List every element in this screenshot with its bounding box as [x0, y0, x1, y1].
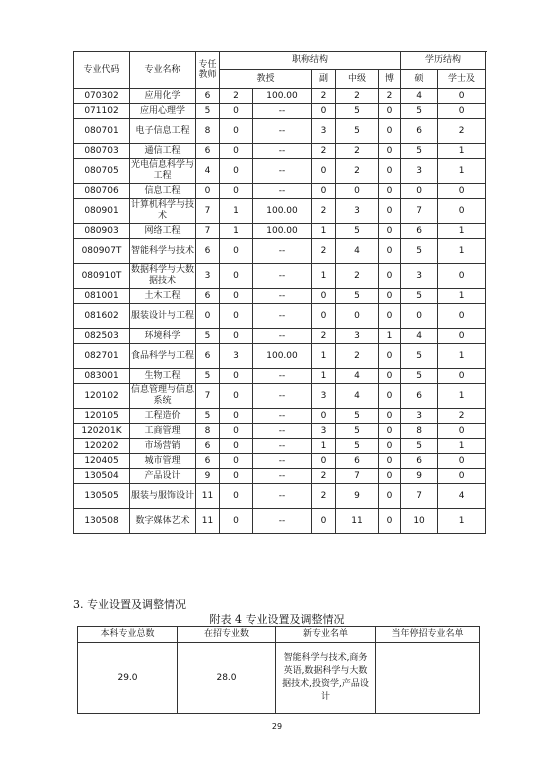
cell-name: 环境科学	[130, 329, 196, 344]
cell-mid: 2	[336, 264, 379, 289]
cell-mid: 5	[336, 224, 379, 239]
table-caption: 附表 4 专业设置及调整情况	[209, 613, 345, 626]
cell-phd: 0	[379, 424, 401, 439]
cell-assoc: 0	[312, 409, 336, 424]
cell-code: 080901	[74, 199, 130, 224]
cell-n: 6	[196, 144, 220, 159]
cell-name: 市场营销	[130, 439, 196, 454]
table-row	[74, 304, 486, 329]
cell-pct: 100.00	[253, 344, 312, 369]
cell-pct: --	[253, 239, 312, 264]
cell-master: 5	[401, 144, 438, 159]
table-row	[74, 384, 486, 409]
cell-pct: --	[253, 369, 312, 384]
cell-n: 8	[196, 424, 220, 439]
cell-name: 网络工程	[130, 224, 196, 239]
cell-bach: 4	[438, 484, 486, 509]
table-row	[74, 329, 486, 344]
table-row	[74, 469, 486, 484]
cell-master: 9	[401, 469, 438, 484]
table-row	[74, 224, 486, 239]
table-row	[74, 89, 486, 104]
cell-prof: 0	[220, 184, 253, 199]
cell-n: 8	[196, 119, 220, 144]
cell-phd: 2	[379, 89, 401, 104]
cell-prof: 0	[220, 509, 253, 534]
cell-bach: 1	[438, 144, 486, 159]
cell-pct: --	[253, 289, 312, 304]
cell-phd: 0	[379, 469, 401, 484]
total-majors-value: 29.0	[78, 643, 178, 714]
cell-phd: 0	[379, 199, 401, 224]
cell-mid: 0	[336, 184, 379, 199]
cell-assoc: 2	[312, 199, 336, 224]
cell-pct: 100.00	[253, 224, 312, 239]
cell-phd: 0	[379, 509, 401, 534]
cell-n: 0	[196, 184, 220, 199]
stopped-majors-list	[376, 643, 480, 714]
cell-mid: 5	[336, 289, 379, 304]
cell-assoc: 2	[312, 239, 336, 264]
table-row	[74, 199, 486, 224]
cell-pct: --	[253, 484, 312, 509]
cell-bach: 0	[438, 454, 486, 469]
cell-prof: 0	[220, 289, 253, 304]
cell-name: 土木工程	[130, 289, 196, 304]
cell-mid: 9	[336, 484, 379, 509]
cell-prof: 0	[220, 239, 253, 264]
cell-prof: 3	[220, 344, 253, 369]
cell-bach: 1	[438, 384, 486, 409]
cell-phd: 1	[379, 329, 401, 344]
cell-mid: 3	[336, 329, 379, 344]
header-name: 专业名称	[130, 52, 196, 89]
cell-assoc: 0	[312, 159, 336, 184]
cell-n: 11	[196, 484, 220, 509]
cell-phd: 0	[379, 119, 401, 144]
cell-master: 5	[401, 104, 438, 119]
cell-code: 130508	[74, 509, 130, 534]
cell-pct: --	[253, 264, 312, 289]
cell-master: 5	[401, 439, 438, 454]
cell-name: 计算机科学与技术	[130, 199, 196, 224]
cell-name: 信息工程	[130, 184, 196, 199]
cell-phd: 0	[379, 439, 401, 454]
cell-name: 通信工程	[130, 144, 196, 159]
header-master: 硕	[401, 70, 438, 89]
cell-code: 080705	[74, 159, 130, 184]
cell-mid: 5	[336, 424, 379, 439]
cell-mid: 0	[336, 304, 379, 329]
cell-prof: 0	[220, 384, 253, 409]
cell-pct: --	[253, 469, 312, 484]
cell-prof: 2	[220, 89, 253, 104]
table-row	[74, 264, 486, 289]
cell-assoc: 3	[312, 119, 336, 144]
cell-code: 071102	[74, 104, 130, 119]
cell-phd: 0	[379, 144, 401, 159]
cell-master: 4	[401, 329, 438, 344]
header-code: 专业代码	[74, 52, 130, 89]
cell-phd: 0	[379, 224, 401, 239]
cell-name: 产品设计	[130, 469, 196, 484]
cell-phd: 0	[379, 239, 401, 264]
cell-n: 7	[196, 384, 220, 409]
table-row	[74, 184, 486, 199]
cell-phd: 0	[379, 184, 401, 199]
table-row	[74, 344, 486, 369]
header-fulltime-label: 专任	[198, 60, 217, 70]
cell-mid: 2	[336, 144, 379, 159]
cell-name: 信息管理与信息系统	[130, 384, 196, 409]
cell-phd: 0	[379, 484, 401, 509]
cell-prof: 0	[220, 264, 253, 289]
cell-code: 080706	[74, 184, 130, 199]
cell-phd: 0	[379, 384, 401, 409]
cell-bach: 0	[438, 264, 486, 289]
cell-code: 080910T	[74, 264, 130, 289]
table-row	[74, 369, 486, 384]
cell-assoc: 2	[312, 484, 336, 509]
cell-bach: 0	[438, 104, 486, 119]
cell-code: 130505	[74, 484, 130, 509]
table-row	[74, 144, 486, 159]
table-row	[74, 484, 486, 509]
cell-master: 3	[401, 409, 438, 424]
cell-bach: 0	[438, 199, 486, 224]
cell-master: 3	[401, 159, 438, 184]
cell-mid: 2	[336, 89, 379, 104]
new-majors-list: 智能科学与技术,商务英语,数据科学与大数据技术,投资学,产品设计	[276, 643, 376, 714]
cell-mid: 4	[336, 369, 379, 384]
cell-prof: 0	[220, 469, 253, 484]
cell-prof: 1	[220, 224, 253, 239]
cell-n: 6	[196, 289, 220, 304]
cell-code: 082701	[74, 344, 130, 369]
cell-master: 10	[401, 509, 438, 534]
faculty-structure-table	[73, 51, 486, 534]
cell-name: 数据科学与大数据技术	[130, 264, 196, 289]
header-title-structure: 职称结构	[220, 52, 401, 70]
cell-prof: 0	[220, 144, 253, 159]
header-total-majors: 本科专业总数	[78, 627, 178, 643]
cell-n: 0	[196, 304, 220, 329]
cell-name: 服装设计与工程	[130, 304, 196, 329]
cell-bach: 1	[438, 224, 486, 239]
cell-code: 120201K	[74, 424, 130, 439]
cell-name: 生物工程	[130, 369, 196, 384]
cell-assoc: 0	[312, 104, 336, 119]
table-row	[74, 409, 486, 424]
cell-name: 智能科学与技术	[130, 239, 196, 264]
cell-bach: 0	[438, 89, 486, 104]
cell-assoc: 3	[312, 384, 336, 409]
cell-prof: 0	[220, 329, 253, 344]
cell-pct: --	[253, 409, 312, 424]
cell-mid: 6	[336, 454, 379, 469]
cell-master: 4	[401, 89, 438, 104]
cell-n: 5	[196, 104, 220, 119]
cell-bach: 1	[438, 439, 486, 454]
header-professor: 教授	[220, 70, 312, 89]
table-row	[74, 104, 486, 119]
cell-master: 8	[401, 424, 438, 439]
cell-code: 070302	[74, 89, 130, 104]
cell-mid: 11	[336, 509, 379, 534]
cell-phd: 0	[379, 104, 401, 119]
cell-bach: 1	[438, 159, 486, 184]
header-new-majors: 新专业名单	[276, 627, 376, 643]
cell-pct: --	[253, 424, 312, 439]
cell-master: 5	[401, 289, 438, 304]
cell-code: 081001	[74, 289, 130, 304]
cell-code: 120202	[74, 439, 130, 454]
cell-pct: --	[253, 454, 312, 469]
cell-n: 3	[196, 264, 220, 289]
table-row	[74, 289, 486, 304]
cell-master: 5	[401, 344, 438, 369]
cell-bach: 1	[438, 509, 486, 534]
header-associate: 副	[312, 70, 336, 89]
cell-pct: --	[253, 144, 312, 159]
cell-code: 120405	[74, 454, 130, 469]
cell-master: 5	[401, 369, 438, 384]
cell-name: 服装与服饰设计	[130, 484, 196, 509]
cell-assoc: 0	[312, 509, 336, 534]
cell-mid: 7	[336, 469, 379, 484]
cell-assoc: 1	[312, 264, 336, 289]
cell-code: 080703	[74, 144, 130, 159]
cell-pct: --	[253, 509, 312, 534]
cell-master: 0	[401, 304, 438, 329]
header-bachelor: 学士及	[438, 70, 486, 89]
cell-n: 6	[196, 239, 220, 264]
cell-master: 7	[401, 199, 438, 224]
cell-pct: --	[253, 104, 312, 119]
cell-bach: 0	[438, 369, 486, 384]
cell-prof: 0	[220, 484, 253, 509]
header-enrolling-majors: 在招专业数	[178, 627, 276, 643]
cell-prof: 0	[220, 119, 253, 144]
faculty-table-body	[74, 89, 486, 534]
cell-mid: 2	[336, 344, 379, 369]
cell-master: 0	[401, 184, 438, 199]
enrolling-majors-value: 28.0	[178, 643, 276, 714]
header-edu-structure: 学历结构	[401, 52, 486, 70]
header-intermediate: 中级	[336, 70, 379, 89]
cell-bach: 1	[438, 344, 486, 369]
cell-phd: 0	[379, 159, 401, 184]
cell-assoc: 1	[312, 439, 336, 454]
cell-name: 城市管理	[130, 454, 196, 469]
cell-master: 5	[401, 239, 438, 264]
cell-mid: 2	[336, 159, 379, 184]
cell-prof: 0	[220, 409, 253, 424]
cell-mid: 3	[336, 199, 379, 224]
cell-assoc: 1	[312, 224, 336, 239]
cell-bach: 1	[438, 289, 486, 304]
page-number: 29	[271, 722, 283, 731]
cell-name: 电子信息工程	[130, 119, 196, 144]
cell-assoc: 2	[312, 329, 336, 344]
cell-prof: 0	[220, 439, 253, 454]
cell-n: 6	[196, 344, 220, 369]
cell-bach: 2	[438, 409, 486, 424]
cell-bach: 1	[438, 239, 486, 264]
table-row	[74, 439, 486, 454]
cell-bach: 0	[438, 469, 486, 484]
cell-phd: 0	[379, 304, 401, 329]
cell-master: 6	[401, 454, 438, 469]
cell-bach: 2	[438, 119, 486, 144]
major-setup-table	[77, 626, 480, 714]
cell-code: 080701	[74, 119, 130, 144]
cell-n: 11	[196, 509, 220, 534]
header-fulltime	[196, 52, 220, 89]
cell-phd: 0	[379, 369, 401, 384]
cell-n: 5	[196, 329, 220, 344]
cell-name: 工商管理	[130, 424, 196, 439]
cell-master: 6	[401, 384, 438, 409]
cell-prof: 0	[220, 424, 253, 439]
cell-prof: 0	[220, 104, 253, 119]
cell-assoc: 2	[312, 144, 336, 159]
cell-assoc: 1	[312, 344, 336, 369]
header-fulltime-sub: 教师	[198, 70, 217, 80]
cell-phd: 0	[379, 409, 401, 424]
cell-pct: --	[253, 304, 312, 329]
cell-mid: 5	[336, 439, 379, 454]
cell-name: 光电信息科学与工程	[130, 159, 196, 184]
table-row	[74, 159, 486, 184]
cell-mid: 4	[336, 384, 379, 409]
cell-n: 5	[196, 409, 220, 424]
cell-pct: 100.00	[253, 199, 312, 224]
cell-master: 6	[401, 119, 438, 144]
cell-assoc: 3	[312, 424, 336, 439]
cell-name: 工程造价	[130, 409, 196, 424]
cell-phd: 0	[379, 454, 401, 469]
cell-n: 6	[196, 89, 220, 104]
cell-code: 120102	[74, 384, 130, 409]
cell-prof: 0	[220, 159, 253, 184]
cell-bach: 0	[438, 304, 486, 329]
cell-name: 应用化学	[130, 89, 196, 104]
cell-n: 5	[196, 369, 220, 384]
cell-code: 083001	[74, 369, 130, 384]
cell-prof: 0	[220, 454, 253, 469]
cell-pct: --	[253, 439, 312, 454]
cell-mid: 5	[336, 409, 379, 424]
cell-assoc: 0	[312, 184, 336, 199]
cell-master: 3	[401, 264, 438, 289]
cell-n: 4	[196, 159, 220, 184]
cell-phd: 0	[379, 289, 401, 304]
cell-phd: 0	[379, 344, 401, 369]
cell-assoc: 0	[312, 454, 336, 469]
cell-mid: 4	[336, 239, 379, 264]
cell-n: 7	[196, 224, 220, 239]
section-heading: 3. 专业设置及调整情况	[73, 598, 186, 611]
cell-code: 081602	[74, 304, 130, 329]
cell-pct: --	[253, 119, 312, 144]
cell-code: 130504	[74, 469, 130, 484]
cell-assoc: 1	[312, 369, 336, 384]
cell-assoc: 2	[312, 89, 336, 104]
cell-master: 7	[401, 484, 438, 509]
cell-pct: --	[253, 184, 312, 199]
table-row	[74, 239, 486, 264]
cell-mid: 5	[336, 104, 379, 119]
cell-n: 9	[196, 469, 220, 484]
cell-n: 7	[196, 199, 220, 224]
cell-bach: 0	[438, 184, 486, 199]
cell-pct: --	[253, 384, 312, 409]
table-row	[74, 509, 486, 534]
cell-phd: 0	[379, 264, 401, 289]
cell-prof: 0	[220, 369, 253, 384]
header-phd: 博	[379, 70, 401, 89]
cell-mid: 5	[336, 119, 379, 144]
cell-name: 应用心理学	[130, 104, 196, 119]
cell-assoc: 0	[312, 304, 336, 329]
cell-assoc: 0	[312, 289, 336, 304]
cell-pct: 100.00	[253, 89, 312, 104]
cell-name: 数字媒体艺术	[130, 509, 196, 534]
cell-code: 120105	[74, 409, 130, 424]
cell-name: 食品科学与工程	[130, 344, 196, 369]
cell-code: 080907T	[74, 239, 130, 264]
table-row	[74, 454, 486, 469]
cell-n: 6	[196, 439, 220, 454]
cell-master: 6	[401, 224, 438, 239]
cell-pct: --	[253, 159, 312, 184]
cell-bach: 0	[438, 329, 486, 344]
cell-prof: 1	[220, 199, 253, 224]
cell-prof: 0	[220, 304, 253, 329]
table-row	[74, 424, 486, 439]
cell-code: 082503	[74, 329, 130, 344]
cell-assoc: 2	[312, 469, 336, 484]
cell-n: 6	[196, 454, 220, 469]
table-row	[74, 119, 486, 144]
cell-bach: 0	[438, 424, 486, 439]
header-stopped-majors: 当年停招专业名单	[376, 627, 480, 643]
cell-pct: --	[253, 329, 312, 344]
cell-code: 080903	[74, 224, 130, 239]
